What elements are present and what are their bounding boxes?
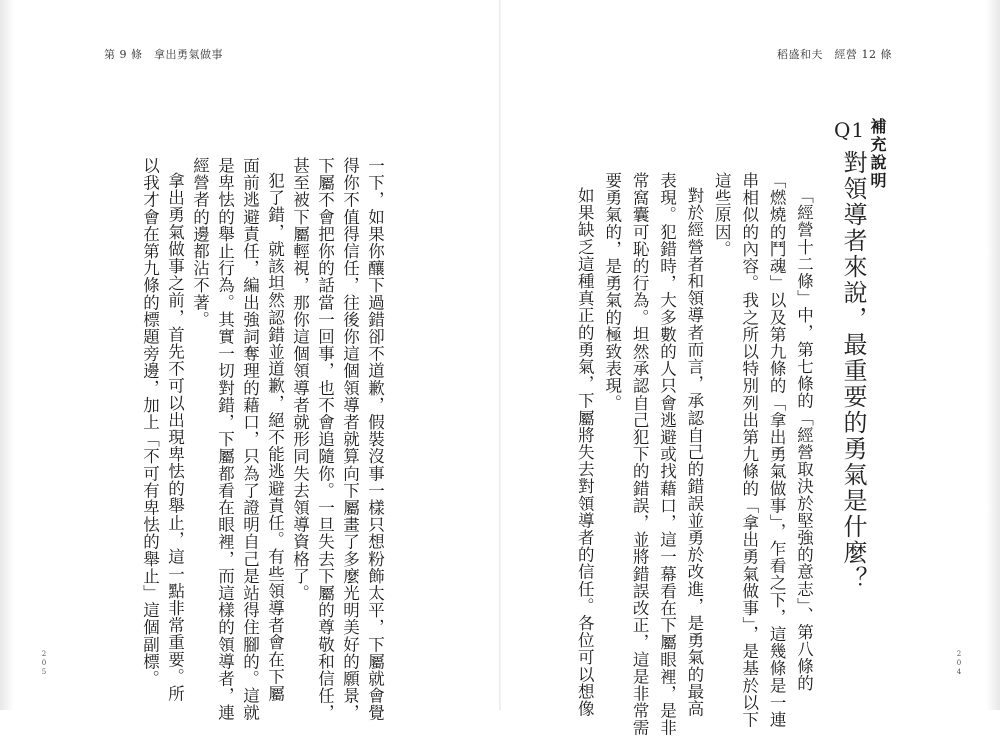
right-page-number: 204 <box>955 650 963 677</box>
left-page-text-column: 經營者的邊都沾不著。 <box>190 157 210 328</box>
right-page-text-column: 這些原因。 <box>712 172 732 258</box>
left-page-edge <box>0 0 14 710</box>
left-page-text-column: 下屬不會把你的話當一回事，也不會追隨你。一旦失去下屬的尊敬和信任， <box>315 157 335 722</box>
left-page-text-column: 得你不值得信任，往後你這個領導者就算向下屬畫了多麼光明美好的願景， <box>340 157 360 722</box>
left-page-text-column: 甚至被下屬輕視，那你這個領導者就形同失去領導資格了。 <box>290 157 310 602</box>
left-page-text-column: 是卑怯的舉止行為。其實一切對錯，下屬都看在眼裡，而這樣的領導者，連 <box>215 157 235 722</box>
right-page-text-column: 要勇氣的，是勇氣的極致表現。 <box>602 172 622 412</box>
right-page-text-column: 對於經營者和領導者而言，承認自己的錯誤並勇於改進，是勇氣的最高 <box>684 187 704 718</box>
section-label: 補充說明 <box>868 118 887 190</box>
right-page-text-column: 如果缺乏這種真正的勇氣，下屬將失去對領導者的信任。各位可以想像 <box>575 187 595 718</box>
right-running-header: 稻盛和夫 經營 12 條 <box>777 48 892 61</box>
question-number: Q1 <box>834 118 866 142</box>
right-page-text-column: 表現。犯錯時，大多數的人只會逃避或找藉口，這一幕看在下屬眼裡，是非 <box>657 172 677 736</box>
right-page-text-column: 「燃燒的鬥魂」以及第九條的「拿出勇氣做事」，乍看之下，這幾條是一連 <box>767 172 787 729</box>
left-page-text-column: 犯了錯，就該坦然認錯並道歉，絕不能逃避責任。有些領導者會在下屬 <box>265 172 285 703</box>
left-page-text-column: 以我才會在第九條的標題旁邊，加上「不可有卑怯的舉止」這個副標。 <box>140 157 160 688</box>
left-page-text-column: 面前逃避責任，編出強詞奪理的藉口，只為了證明自己是站得住腳的。這就 <box>240 157 260 722</box>
left-running-header: 第 9 條 拿出勇氣做事 <box>104 48 223 61</box>
right-page-edge <box>986 0 1000 710</box>
question-title: 對領導者來說，最重要的勇氣是什麼？ <box>839 150 867 592</box>
book-spine <box>499 0 501 710</box>
left-page-text-column: 一下，如果你釀下過錯卻不道歉，假裝沒事一樣只想粉飾太平，下屬就會覺 <box>365 157 385 722</box>
left-page-text-column: 拿出勇氣做事之前，首先不可以出現卑怯的舉止，這一點非常重要。所 <box>165 172 185 703</box>
right-page-text-column: 串相似的內容。我之所以特別列出第九條的「拿出勇氣做事」，是基於以下 <box>739 172 759 729</box>
right-page-text-column: 常窩囊可恥的行為。坦然承認自己犯下的錯誤，並將錯誤改正，這是非常需 <box>630 172 650 736</box>
right-page-text-column: 「經營十二條」中，第七條的「經營取決於堅強的意志」、第八條的 <box>794 187 814 692</box>
left-page-number: 205 <box>40 650 48 677</box>
